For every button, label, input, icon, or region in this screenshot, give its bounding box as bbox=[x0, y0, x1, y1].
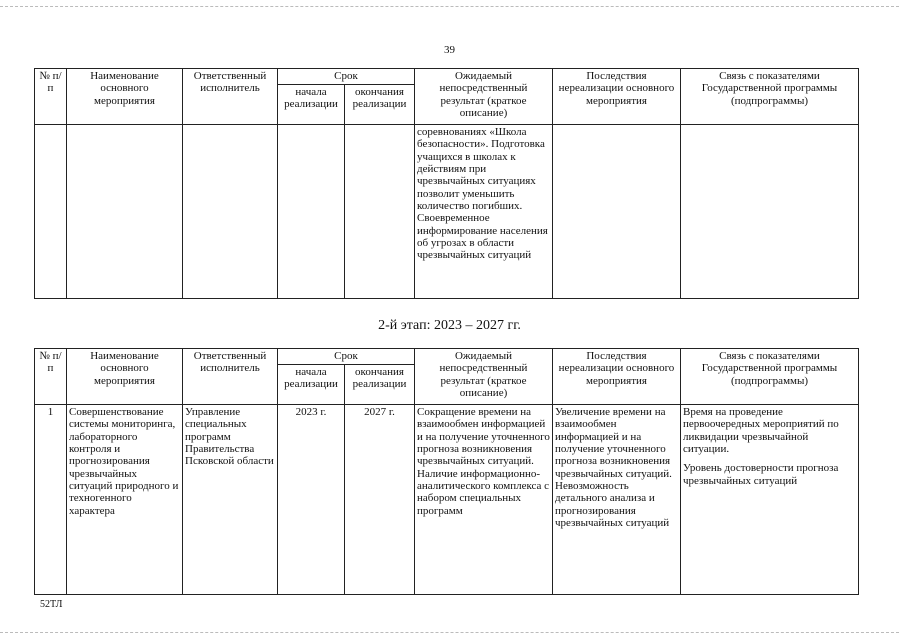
cell-consequences bbox=[553, 125, 681, 299]
cell-executor bbox=[183, 125, 278, 299]
row-executor: Управление специальных программ Правительства Псковской области bbox=[183, 405, 278, 595]
header-name: Наименование основного мероприятия bbox=[67, 349, 183, 405]
row-consequences: Увеличение времени на взаимообмен информацией и на получение уточненного прогноза возникновения чрезвычайных ситуаций. Невозможность детального анализа и прогнозирования чрезвычайных ситуаций bbox=[553, 405, 681, 595]
row-num: 1 bbox=[35, 405, 67, 595]
table-row bbox=[35, 125, 859, 299]
header-num: № п/п bbox=[35, 69, 67, 125]
row-start: 2023 г. bbox=[278, 405, 345, 595]
header-end: окончания реализации bbox=[345, 85, 415, 125]
row-link bbox=[681, 405, 859, 595]
header-start: начала реализации bbox=[278, 365, 345, 405]
row-name: Совершенствование системы мониторинга, лабораторного контроля и прогнозирования чрезвычайных ситуаций природного и техногенного характера bbox=[67, 405, 183, 595]
row-link-indicator-2: Уровень достоверности прогноза чрезвычайных ситуаций bbox=[683, 462, 839, 487]
stage-table bbox=[34, 348, 859, 595]
cell-end bbox=[345, 125, 415, 299]
header-name: Наименование основного мероприятия bbox=[67, 69, 183, 125]
stage-title: 2-й этап: 2023 – 2027 гг. bbox=[378, 318, 521, 333]
row-result: Сокращение времени на взаимообмен информацией и на получение уточненного прогноза возникновения чрезвычайных ситуаций. Наличие информационно-аналитического комплекса с набором специальных программ bbox=[415, 405, 553, 595]
cell-link bbox=[681, 125, 859, 299]
table-row bbox=[35, 405, 859, 595]
row-end: 2027 г. bbox=[345, 405, 415, 595]
header-term: Срок bbox=[278, 349, 415, 365]
header-link: Связь с показателями Государственной программы (подпрограммы) bbox=[681, 69, 859, 125]
header-term: Срок bbox=[278, 69, 415, 85]
cell-num bbox=[35, 125, 67, 299]
header-link: Связь с показателями Государственной программы (подпрограммы) bbox=[681, 349, 859, 405]
header-result: Ожидаемый непосредственный результат (краткое описание) bbox=[415, 349, 553, 405]
header-consequences: Последствия нереализации основного мероприятия bbox=[553, 69, 681, 125]
cell-name bbox=[67, 125, 183, 299]
scan-edge-top bbox=[0, 6, 899, 7]
header-consequences: Последствия нереализации основного мероприятия bbox=[553, 349, 681, 405]
scan-edge-bottom bbox=[0, 632, 899, 633]
header-executor: Ответственный исполнитель bbox=[183, 349, 278, 405]
row-link-indicator-1: Время на проведение первоочередных мероприятий по ликвидации чрезвычайной ситуации. bbox=[683, 406, 839, 455]
header-result: Ожидаемый непосредственный результат (краткое описание) bbox=[415, 69, 553, 125]
header-end: окончания реализации bbox=[345, 365, 415, 405]
header-executor: Ответственный исполнитель bbox=[183, 69, 278, 125]
continuation-table bbox=[34, 68, 859, 299]
footer-code: 52ТЛ bbox=[40, 599, 63, 610]
header-start: начала реализации bbox=[278, 85, 345, 125]
cell-start bbox=[278, 125, 345, 299]
page-number: 39 bbox=[444, 44, 455, 56]
header-num: № п/п bbox=[35, 349, 67, 405]
cell-result: соревнованиях «Школа безопасности». Подготовка учащихся в школах к действиям при чрезвычайных ситуациях позволит уменьшить количество погибших. Своевременное информирование населения об угрозах в области чрезвычайных ситуаций bbox=[415, 125, 553, 299]
